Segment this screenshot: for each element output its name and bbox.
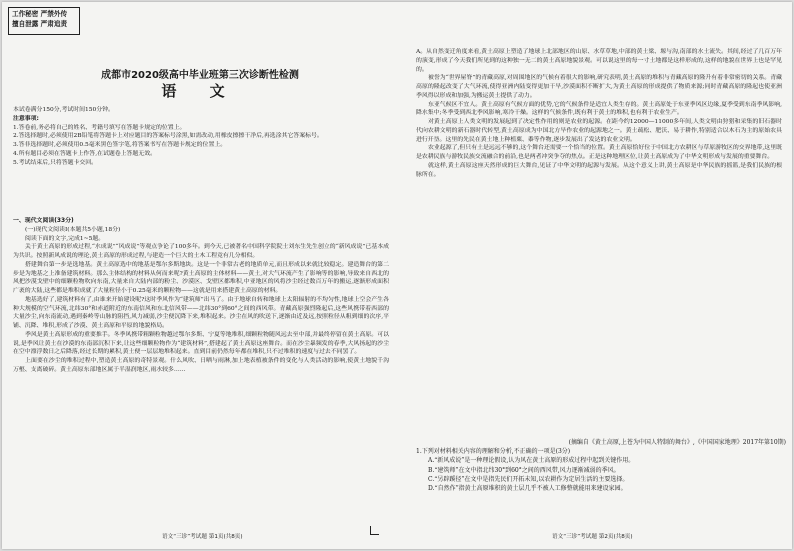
page-footer: 语文“三诊”考试题 第2页(共8页) — [552, 534, 633, 540]
paragraph: 被誉为“世界屋脊”的青藏高原,对周围地区的气候有着很大的影响,研究表明,黄土高原的堆积与青藏高原的隆升有着非常密切的关系。青藏高原的隆起改变了大气环流,使得亚洲内陆变得更加干旱,沙漠面积不断扩大,为黄土高原的形成提供了物质来源;同时青藏高原的隆起也使亚洲季风得以形成和加强,为搬运黄土提供了动力。 — [416, 75, 782, 99]
secret-line-1: 工作秘密 严禁外传 — [12, 10, 68, 18]
reading-instruction: 阅读下面的文字,完成1~5题。 — [25, 235, 105, 242]
paragraph: 关于黄土高原的形成过程,“水成说”“风成说”等观点争论了100多年。到今天,已被著名中国科学院院士刘东生先生创立的“新风成说”已基本成为共识。按照新风成说的理论,黄土高原的形成过程,与建造一个巨大的土木工程竟有几分相似。 — [13, 244, 389, 259]
instruction-line: 3.答非选择题时,必须使用0.5毫米黑色签字笔,将答案书写在答题卡规定的位置上。 — [13, 142, 227, 148]
paragraph: 上面要在沙尘的堆积过程中,塑造黄土高原的奇特景观。什么风吹、日晒与雨淋,加上地表植被条件的变化与人类活动的影响,使黄土地貌千沟万壑、支离破碎。黄土高原东部地区属于半湿润地区,雨水较多…… — [13, 358, 389, 373]
instruction-line: 1.答卷前,务必将自己的姓名、考籍号填写在答题卡规定的位置上。 — [13, 124, 186, 131]
paragraph: A。从自然变迁角度来看,黄土高原上塑造了地球上北部地区的山原、水草草地,中部的黄土梁、塬与沟,南部的水土流失。其间,经过了几百万年的演变,形成了今天我们所见到的这种独一无二的黄土高原地貌景观。可以说这里的每一寸土地都是这样形成的,这样的地貌在世界上也是罕见的。 — [416, 49, 782, 73]
instruction-line: 本试卷满分150分,考试时间150分钟。 — [13, 107, 114, 113]
instructions — [13, 106, 389, 167]
exam-title: 成都市2020级高中毕业班第三次诊断性检测 — [101, 70, 299, 81]
paragraph: 就这样,黄土高原这座天然形成的巨大舞台,见证了中华文明的起源与发展。从这个意义上讲,黄土高原是中华民族的摇篮,是我们民族的根脉所在。 — [416, 162, 782, 178]
secret-box — [8, 7, 80, 35]
reading-continued — [416, 48, 782, 179]
source-citation: (摘编自《黄土高原,上苍为中国人特制的舞台》,《中国国家地理》2017年第10期) — [568, 439, 786, 446]
corner-mark — [370, 526, 379, 535]
paragraph: 农业起源了,但只有土是远远不够的,这个舞台还需要一个恰当的位置。黄土高原恰好位于中国北方农耕区与草原游牧区的交界地带,这里既是农耕民族与游牧民族交流融合的前沿,也是两者冲突争夺的焦点。正是这种地理区位,让黄土高原成为了中华文明形成与发展的重要舞台。 — [416, 145, 782, 160]
question-block — [416, 438, 786, 493]
secret-line-2: 擅自泄露 严肃追责 — [12, 19, 68, 28]
question-stem: 1.下列对材料相关内容的理解和分析,不正确的一项是(3分) — [416, 448, 571, 456]
paragraph: 东亚气候区不宜人。黄土高原有气候方面的优势,它的气候条件是适宜人类生存的。黄土高原处于东亚季风区边缘,夏季受到东南季风影响,降水集中;冬季受到西北季风影响,寒冷干燥。这样的气候条件,既有利于黄土的堆积,也有利于农业生产。 — [416, 101, 782, 117]
instruction-line: 4.所有题目必须在答题卡上作答,在试题卷上答题无效。 — [13, 150, 156, 157]
option-d: D.“自然作”指黄土高原堆积的黄土层几乎不被人工修整就能用来建设家园。 — [428, 485, 627, 493]
right-page — [402, 2, 792, 549]
paragraph: 地基选好了,建筑材料有了,由谁来开始建设呢?这时季风作为“建筑师”出马了。由于地球自转和地球上太阳辐射的不均匀性,地球上空会产生各种大规模的空气环流,北纬30°和赤道附近的东南信风和东北信风带——北纬30°到60°之间的西风带。青藏高原强烈隆起后,这些风携带着西部的大量沙尘,向东南流动,遇到秦岭等山脉的阻挡,风力减弱,沙尘便沉降下来,堆积起来。沙尘在风的吹送下,逐渐由近及远,按照粒径从粗到细的次序,平铺、沉降、堆积,形成了沙漠、黄土高原和平原的地貌格局。 — [13, 296, 389, 329]
section-heading: 一、现代文阅读(33分) — [13, 218, 74, 224]
option-b: B.“建筑师”在文中指北纬30°到60°之间的西风带,风力逐渐减弱的季风。 — [428, 466, 620, 474]
left-page — [2, 2, 398, 549]
paragraph: 季风是黄土高原形成的重要推手。冬季风携带粗颗粒物越过鄂尔多斯、宁夏等地堆积,细颗粒物随风远去至中部,并最终停留在黄土高原。可以说,是季风让黄土在沙漠的东南部沉积下来,让这些细颗粒物作为“建筑材料”,搭建起了黄土高原这座舞台。而在沙尘暴频发的春季,大风扬起的沙尘在空中漂浮数日之后降落,经过长期的累积,黄土便一层层地堆积起来。直到目前仍然每年都在堆积,只不过堆积的速度与过去不同罢了。 — [13, 331, 389, 356]
page-footer: 语文“三诊”考试题 第1页(共8页) — [162, 534, 243, 540]
subject-title: 语 文 — [161, 82, 239, 100]
reading-section — [13, 217, 389, 375]
instruction-line: 5.考试结束后,只将答题卡交回。 — [13, 159, 98, 166]
instruction-heading: 注意事项: — [13, 115, 39, 122]
option-c: C.“另辟蹊径”在文中是指先民们开拓未知,以农耕作为定居生活的主要选择。 — [428, 475, 629, 483]
paragraph: 搭建舞台第一步是选地基。黄土高原选中的地基是鄂尔多斯地块。这是一个非常古老的地质单元,而且形成以来就比较稳定。建造舞台的第二步是为地基之上准备建筑材料。那么主体结构的材料从何而来呢?黄土高原的主体材料——黄土,对大气环流产生了影响等的影响,导致来自西北的风把沙漠戈壁中的细颗粒物吹向东南,大量来自大陆内部的粉尘、沙漠区、戈壁区都堆积,中亚地区的风将沙尘经过数百万年的搬运,逐渐形成面积广袤的大陆,这些都是堆积成就了大量粒径小于0.25毫米的颗粒物——这就是用来搭建黄土高原的材料。 — [13, 261, 389, 294]
option-a: A.“新风成说”是一种理论假设,认为风在黄土高原的形成过程中起到关键作用。 — [428, 457, 635, 465]
instruction-line: 2.答选择题时,必须使用2B铅笔将答题卡上对应题目的答案标号涂黑,如需改动,用橡皮擦擦干净后,再选涂其它答案标号。 — [13, 133, 323, 140]
subsection-heading: (一)现代文阅读Ⅰ(本题共5小题,18分) — [25, 226, 121, 233]
paragraph: 对黄土高原上人类文明的发展起到了决定性作用的则是农业的起源。在距今约12000—11000多年间,人类文明由狩猎和采集的旧石器时代向农耕文明的新石器时代转型,黄土高原成为中国北方旱作农业的起源地之一。黄土疏松、肥沃、易于耕作,特别适合以木石为主的原始农具进行开垦。这里的先民在黄土地上种植粟、黍等作物,逐步发展出了发达的农业文明。 — [416, 119, 782, 143]
exam-sheet — [2, 2, 792, 549]
